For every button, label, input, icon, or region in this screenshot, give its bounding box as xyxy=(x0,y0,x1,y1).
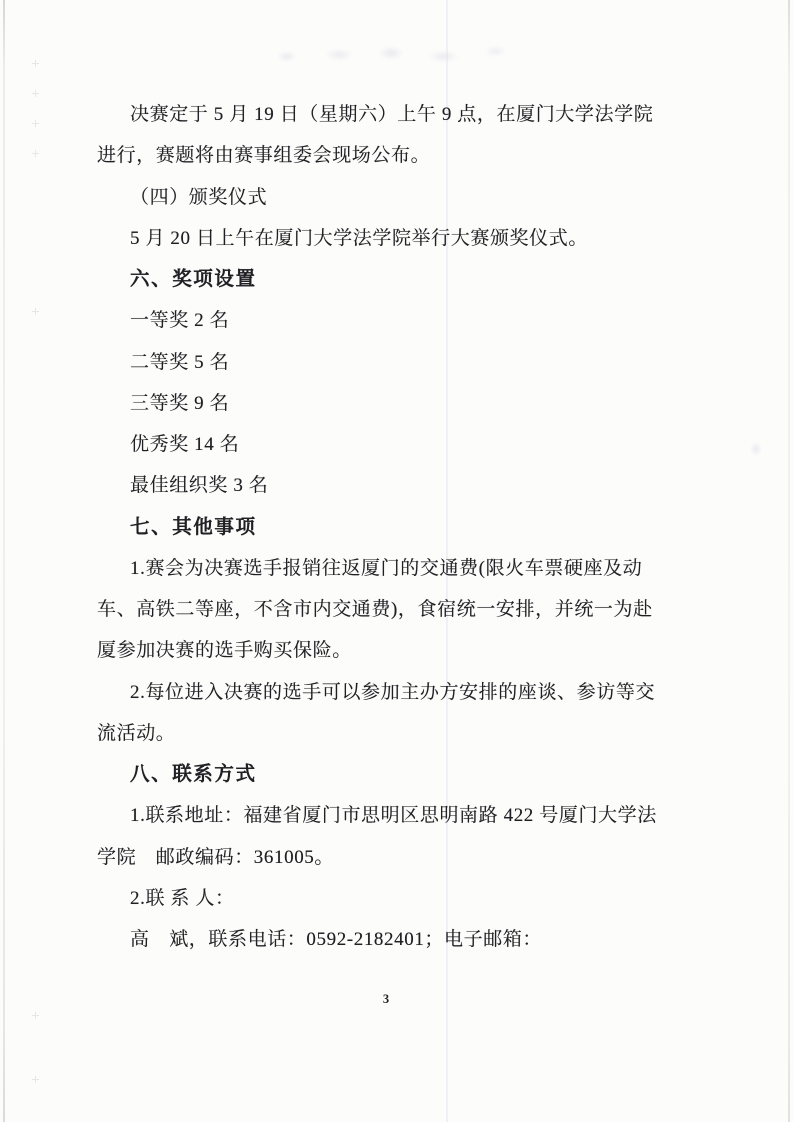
contact-person-line: 高 斌，联系电话：0592-2182401；电子邮箱： xyxy=(130,929,543,950)
finals-schedule-line-2: 进行，赛题将由赛事组委会现场公布。 xyxy=(97,145,431,167)
heading-awards: 六、奖项设置 xyxy=(130,268,257,290)
other-matter-2-line-2: 流活动。 xyxy=(97,722,176,744)
award-item-excellence-prize: 优秀奖 14 名 xyxy=(130,434,240,455)
contact-address-line-1: 1.联系地址：福建省厦门市思明区思明南路 422 号厦门大学法 xyxy=(130,805,657,827)
scan-noise-mark xyxy=(32,120,39,127)
other-matter-1-line-3: 厦参加决赛的选手购买保险。 xyxy=(97,640,352,662)
award-item-second-prize: 二等奖 5 名 xyxy=(130,351,230,373)
scan-speck xyxy=(748,438,764,460)
page-number: 3 xyxy=(382,992,390,1006)
document-body xyxy=(97,94,747,960)
other-matter-2-line-1: 2.每位进入决赛的选手可以参加主办方安排的座谈、参访等交 xyxy=(130,681,656,703)
award-ceremony-line: 5 月 20 日上午在厦门大学法学院举行大赛颁奖仪式。 xyxy=(130,227,588,249)
scan-noise-mark xyxy=(32,308,39,315)
finals-schedule-line-1: 决赛定于 5 月 19 日（星期六）上午 9 点，在厦门大学法学院 xyxy=(130,104,654,125)
award-item-third-prize: 三等奖 9 名 xyxy=(130,392,230,414)
scan-noise-mark xyxy=(32,90,39,97)
award-ceremony-subheading: （四）颁奖仪式 xyxy=(130,186,268,208)
contact-address-line-2: 学院 邮政编码：361005。 xyxy=(97,846,335,868)
scan-noise-mark xyxy=(32,1076,39,1083)
contact-person-label: 2.联 系 人： xyxy=(130,887,235,909)
scan-noise-mark xyxy=(32,1012,39,1019)
scan-noise-mark xyxy=(32,150,39,157)
scan-left-edge-line xyxy=(3,0,5,1122)
other-matter-1-line-2: 车、高铁二等座，不含市内交通费)，食宿统一安排，并统一为赴 xyxy=(97,599,653,620)
award-item-organization-prize: 最佳组织奖 3 名 xyxy=(130,475,269,497)
heading-contact: 八、联系方式 xyxy=(130,763,257,785)
heading-other-matters: 七、其他事项 xyxy=(130,515,257,538)
scan-noise-mark xyxy=(32,60,39,67)
other-matter-1-line-1: 1.赛会为决赛选手报销往返厦门的交通费(限火车票硬座及动 xyxy=(130,557,643,579)
scan-smudge-band xyxy=(252,36,542,70)
scan-right-edge-line xyxy=(788,0,790,1122)
award-item-first-prize: 一等奖 2 名 xyxy=(130,310,230,332)
